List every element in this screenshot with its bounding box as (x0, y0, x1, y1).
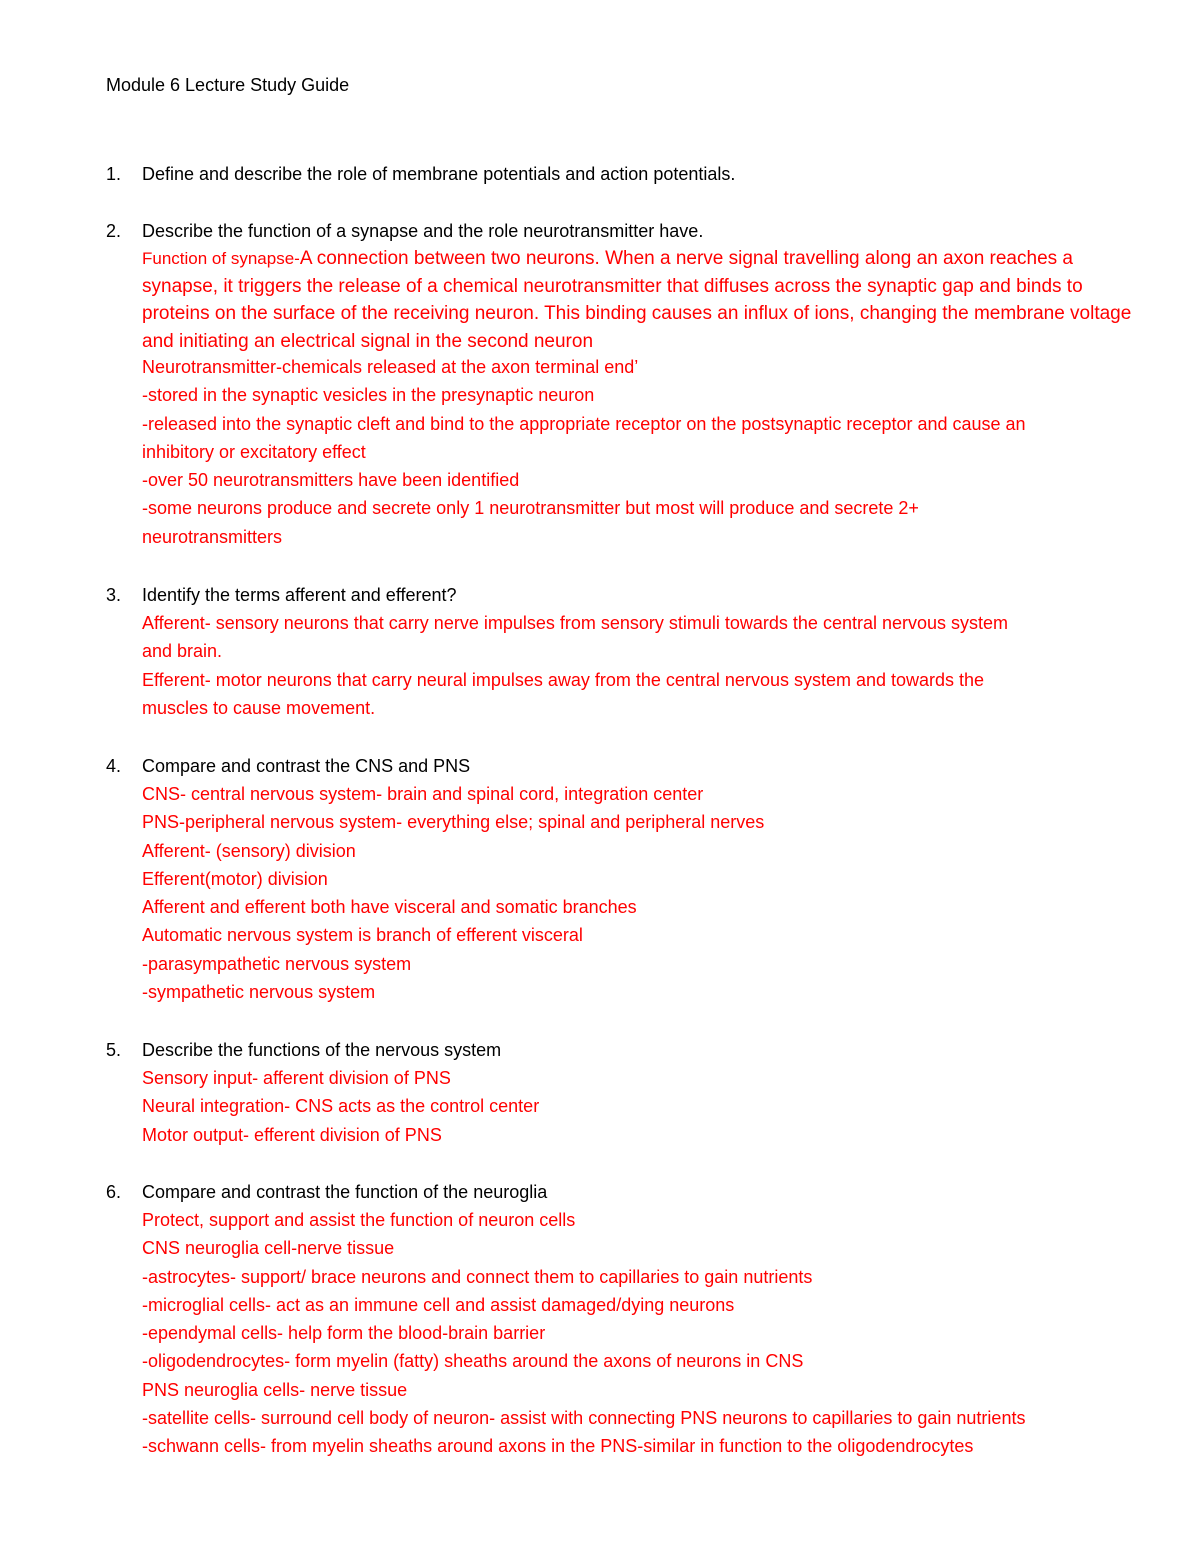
answer-line: Efferent(motor) division (142, 868, 328, 889)
question-number: 1. (106, 164, 122, 184)
document-title: Module 6 Lecture Study Guide (106, 75, 350, 95)
answer-list (142, 780, 1142, 1006)
question-text: Describe the function of a synapse and the role neurotransmitter have. (142, 221, 704, 241)
answer-line: CNS neuroglia cell-nerve tissue (142, 1238, 395, 1259)
question-text: Identify the terms afferent and efferent? (142, 585, 457, 605)
answer-line: -parasympathetic nervous system (142, 953, 412, 974)
answer-line: and brain. (142, 641, 223, 662)
answer-line: -over 50 neurotransmitters have been identified (142, 470, 520, 491)
answer-line: -released into the synaptic cleft and bind to the appropriate receptor on the postsynaptic receptor and cause an (142, 413, 1026, 434)
answer-list (142, 1206, 1142, 1461)
answer-line: PNS neuroglia cells- nerve tissue (142, 1379, 408, 1400)
question-number: 6. (106, 1182, 122, 1202)
question-number: 4. (106, 756, 122, 776)
answer-line: Protect, support and assist the function of neuron cells (142, 1210, 576, 1230)
question-number: 2. (106, 221, 122, 241)
answer-line: -microglial cells- act as an immune cell and assist damaged/dying neurons (142, 1294, 735, 1315)
answer-list (142, 609, 1142, 722)
question-number: 3. (106, 585, 122, 605)
answer-line: Sensory input- afferent division of PNS (142, 1068, 451, 1088)
answer-line: PNS-peripheral nervous system- everything else; spinal and peripheral nerves (142, 812, 765, 833)
answer-line: -some neurons produce and secrete only 1 neurotransmitter but most will produce and secrete 2+ (142, 498, 919, 519)
answer-line: Neural integration- CNS acts as the control center (142, 1096, 540, 1117)
answer-line: Motor output- efferent division of PNS (142, 1124, 442, 1145)
question-text: Compare and contrast the function of the neuroglia (142, 1182, 548, 1202)
answer-line: Neurotransmitter-chemicals released at the axon terminal end’ (142, 357, 639, 377)
question-text: Compare and contrast the CNS and PNS (142, 756, 471, 776)
answer-line: inhibitory or excitatory effect (142, 441, 366, 462)
answer-line: Afferent- (sensory) division (142, 840, 356, 861)
answer-line: -schwann cells- from myelin sheaths around axons in the PNS-similar in function to the oligodendrocytes (142, 1436, 974, 1457)
answer-line: muscles to cause movement. (142, 697, 376, 718)
answer-line: -sympathetic nervous system (142, 982, 376, 1003)
answer-line: -oligodendrocytes- form myelin (fatty) sheaths around the axons of neurons in CNS (142, 1351, 804, 1372)
answer-line: Automatic nervous system is branch of efferent visceral (142, 925, 583, 946)
answer-line: CNS- central nervous system- brain and spinal cord, integration center (142, 784, 704, 804)
answer-line: -satellite cells- surround cell body of neuron- assist with connecting PNS neurons to capillaries to gain nutrients (142, 1408, 1026, 1429)
answer-list (142, 1064, 1142, 1149)
answer-line: -stored in the synaptic vesicles in the presynaptic neuron (142, 385, 595, 406)
answer-line: Efferent- motor neurons that carry neural impulses away from the central nervous system and towards the (142, 669, 985, 690)
answer-line: neurotransmitters (142, 526, 283, 547)
synapse-body: A connection between two neurons. When a nerve signal travelling along an axon reaches a synapse, it triggers the release of a chemical neurotransmitter that diffuses across the synaptic gap and binds to proteins on the surface of the receiving neuron. This binding causes an influx of ions, changing the membrane voltage and initiating an electrical signal in the second neuron (142, 248, 1132, 352)
answer-line: -astrocytes- support/ brace neurons and connect them to capillaries to gain nutrients (142, 1266, 813, 1287)
answer-line: Afferent- sensory neurons that carry nerve impulses from sensory stimuli towards the central nervous system (142, 613, 1009, 633)
synapse-answer (142, 245, 1132, 353)
answer-line: Afferent and efferent both have visceral and somatic branches (142, 897, 637, 918)
question-text: Define and describe the role of membrane potentials and action potentials. (142, 164, 736, 184)
answer-line: -ependymal cells- help form the blood-brain barrier (142, 1323, 546, 1344)
question-text: Describe the functions of the nervous system (142, 1040, 502, 1060)
question-number: 5. (106, 1040, 122, 1060)
synapse-lead: Function of synapse- (142, 249, 300, 268)
answer-list (142, 245, 1142, 551)
